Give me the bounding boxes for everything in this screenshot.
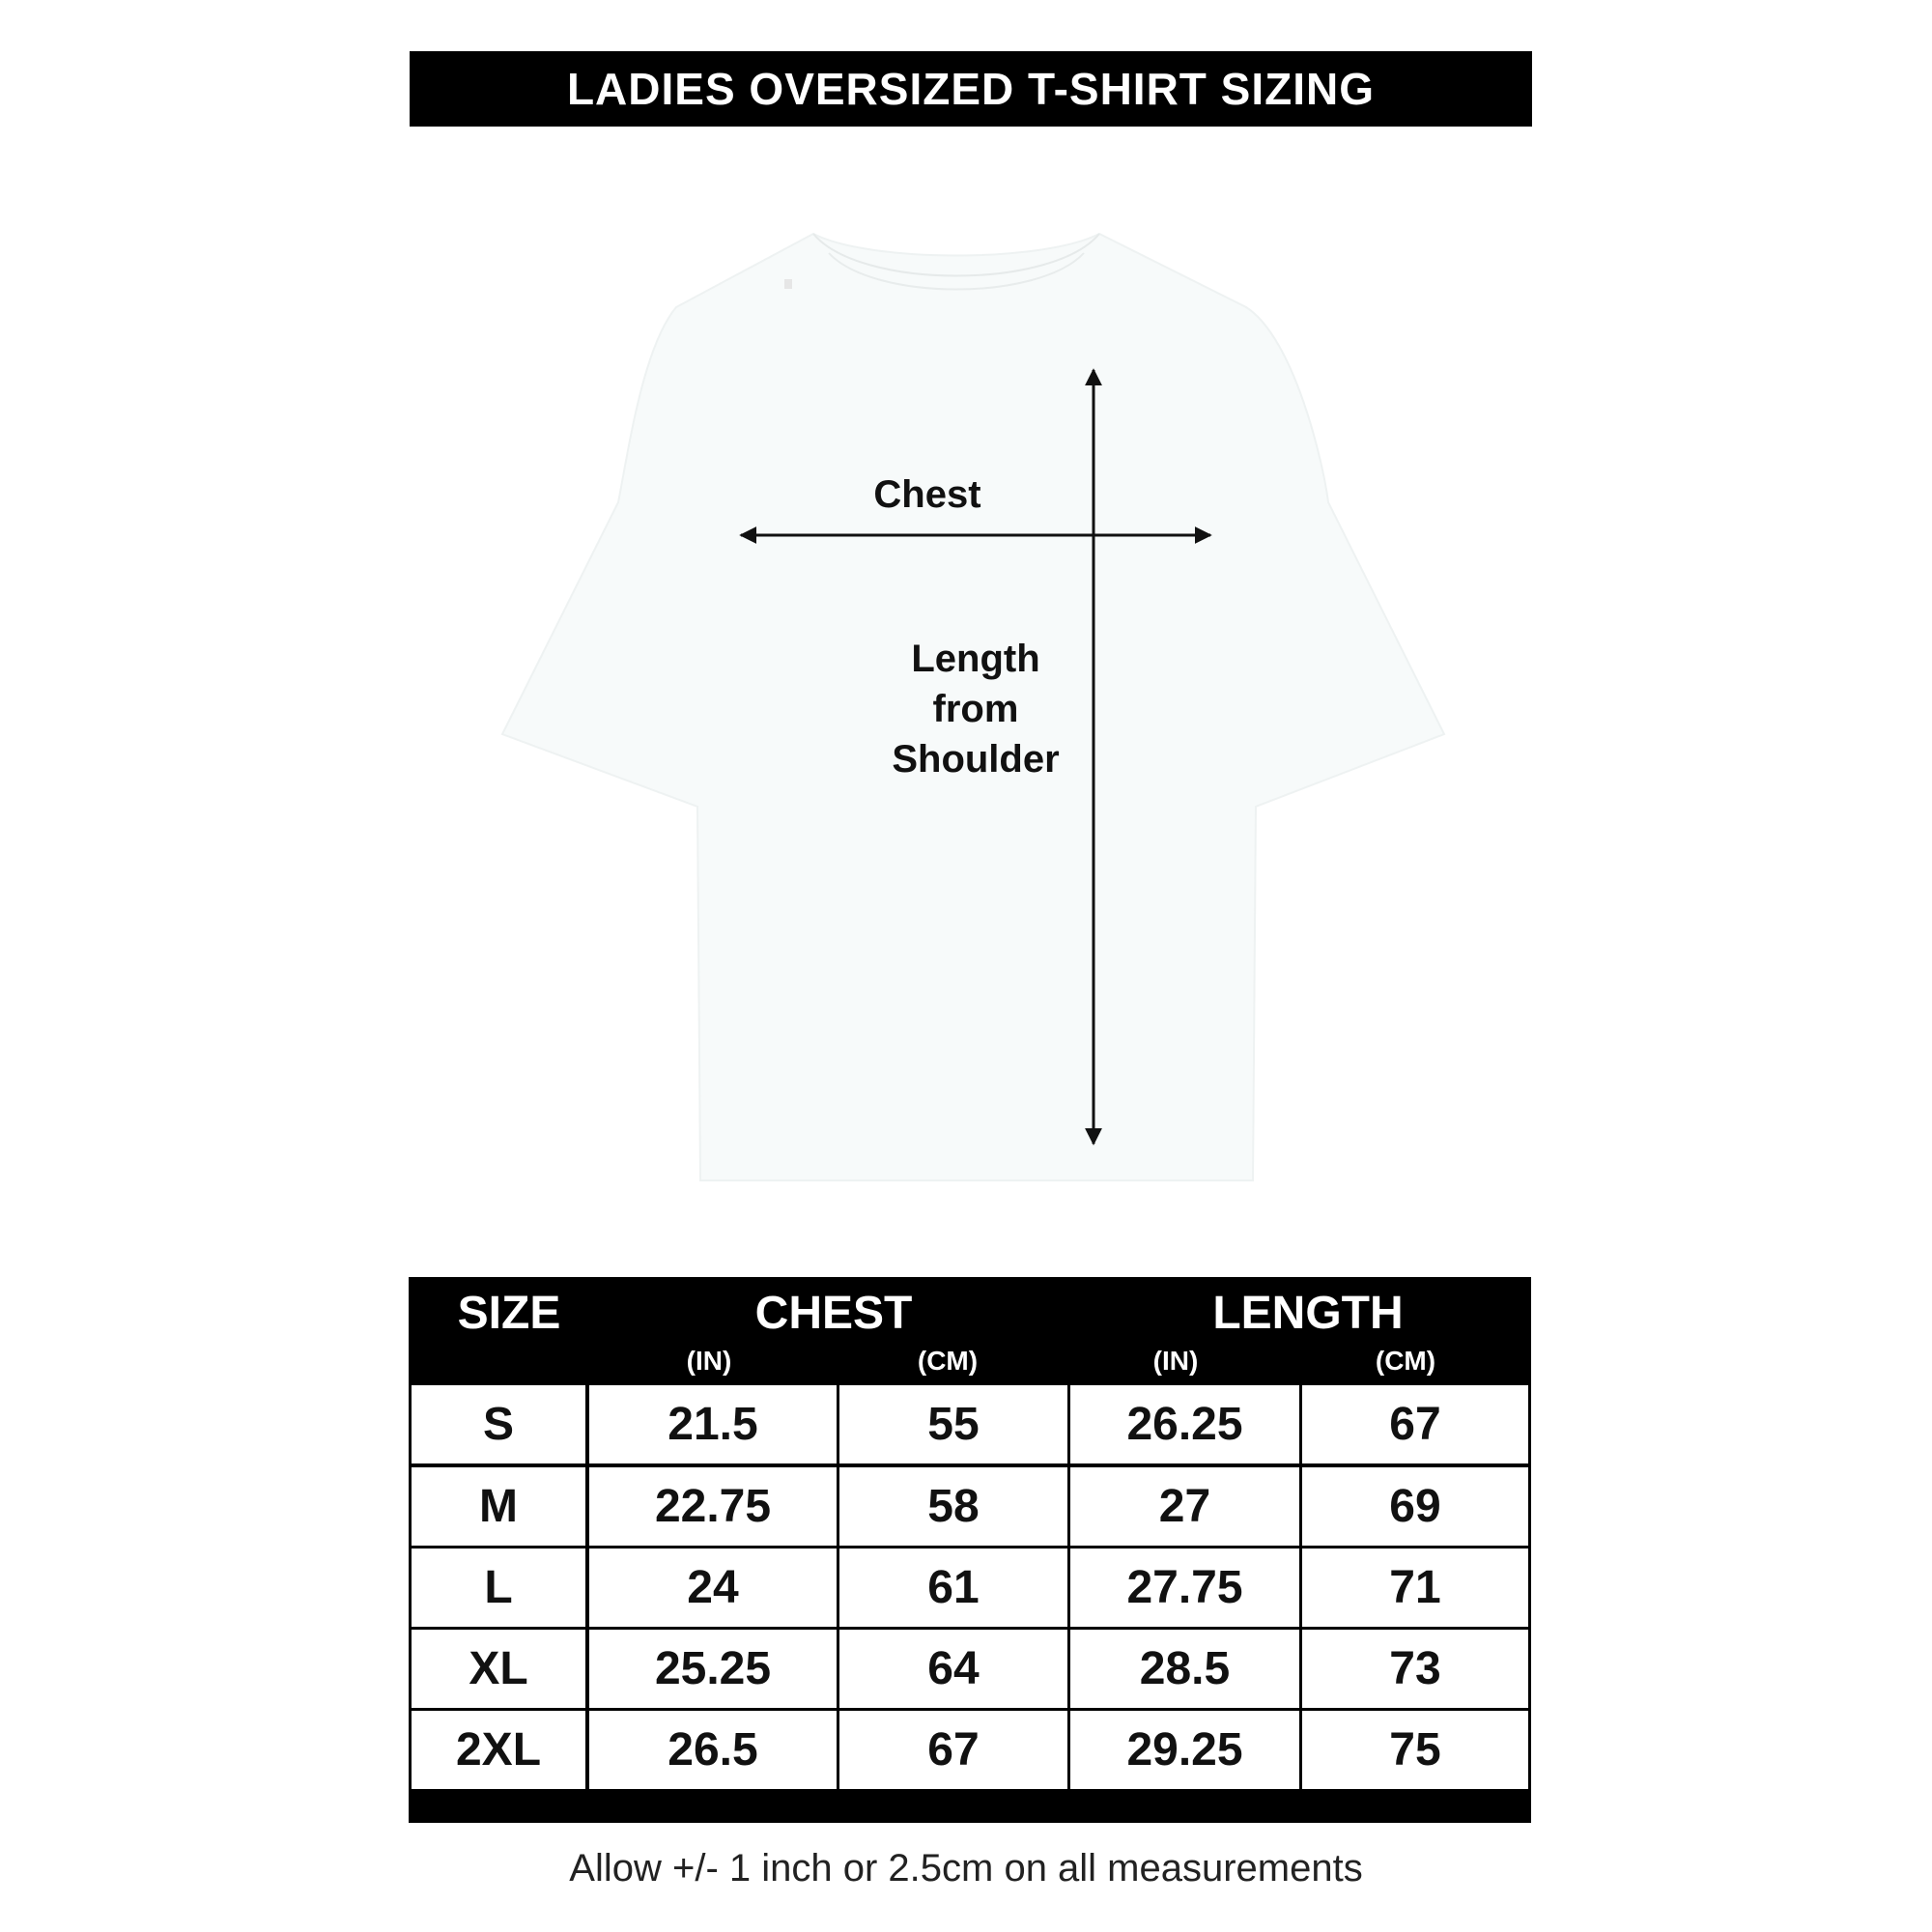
tshirt-tag — [784, 279, 792, 289]
length-label — [850, 634, 1101, 784]
header-chest: CHEST — [754, 1288, 913, 1339]
cell-chest-cm: 64 — [839, 1630, 1067, 1708]
cell-chest-cm: 61 — [839, 1548, 1067, 1627]
cell-length-in: 27.75 — [1070, 1548, 1299, 1627]
cell-length-cm: 73 — [1302, 1630, 1528, 1708]
cell-chest-in: 26.5 — [589, 1711, 837, 1789]
cell-chest-in: 25.25 — [589, 1630, 837, 1708]
header-length-cm: (CM) — [1375, 1346, 1436, 1376]
cell-chest-cm: 67 — [839, 1711, 1067, 1789]
cell-length-in: 27 — [1070, 1467, 1299, 1546]
header-chest-in: (IN) — [686, 1346, 732, 1376]
cell-chest-in: 24 — [589, 1548, 837, 1627]
cell-chest-cm: 58 — [839, 1467, 1067, 1546]
header-length-in: (IN) — [1152, 1346, 1199, 1376]
table-row — [412, 1385, 1528, 1463]
cell-length-cm: 71 — [1302, 1548, 1528, 1627]
table-header — [409, 1277, 1531, 1385]
measurement-note: Allow +/- 1 inch or 2.5cm on all measurements — [569, 1847, 1363, 1889]
cell-chest-in: 21.5 — [589, 1385, 837, 1463]
cell-size: L — [412, 1548, 585, 1627]
table-body — [412, 1385, 1528, 1791]
page-title: LADIES OVERSIZED T-SHIRT SIZING — [410, 51, 1532, 127]
header-length: LENGTH — [1212, 1288, 1404, 1339]
cell-length-in: 28.5 — [1070, 1630, 1299, 1708]
table-row — [412, 1630, 1528, 1708]
header-size: SIZE — [457, 1288, 561, 1339]
cell-length-in: 29.25 — [1070, 1711, 1299, 1789]
length-label-line-2: from — [932, 688, 1019, 730]
table-row — [412, 1467, 1528, 1546]
cell-chest-cm: 55 — [839, 1385, 1067, 1463]
cell-size: M — [412, 1467, 585, 1546]
cell-length-cm: 69 — [1302, 1467, 1528, 1546]
length-label-line-3: Shoulder — [892, 738, 1060, 781]
header-chest-cm: (CM) — [917, 1346, 979, 1376]
cell-size: 2XL — [412, 1711, 585, 1789]
cell-length-cm: 67 — [1302, 1385, 1528, 1463]
cell-chest-in: 22.75 — [589, 1467, 837, 1546]
length-label-line-1: Length — [911, 638, 1040, 680]
table-row — [412, 1548, 1528, 1627]
size-table — [409, 1277, 1531, 1823]
cell-size: XL — [412, 1630, 585, 1708]
cell-length-in: 26.25 — [1070, 1385, 1299, 1463]
table-row — [412, 1711, 1528, 1789]
chest-label: Chest — [873, 473, 981, 516]
cell-size: S — [412, 1385, 585, 1463]
cell-length-cm: 75 — [1302, 1711, 1528, 1789]
